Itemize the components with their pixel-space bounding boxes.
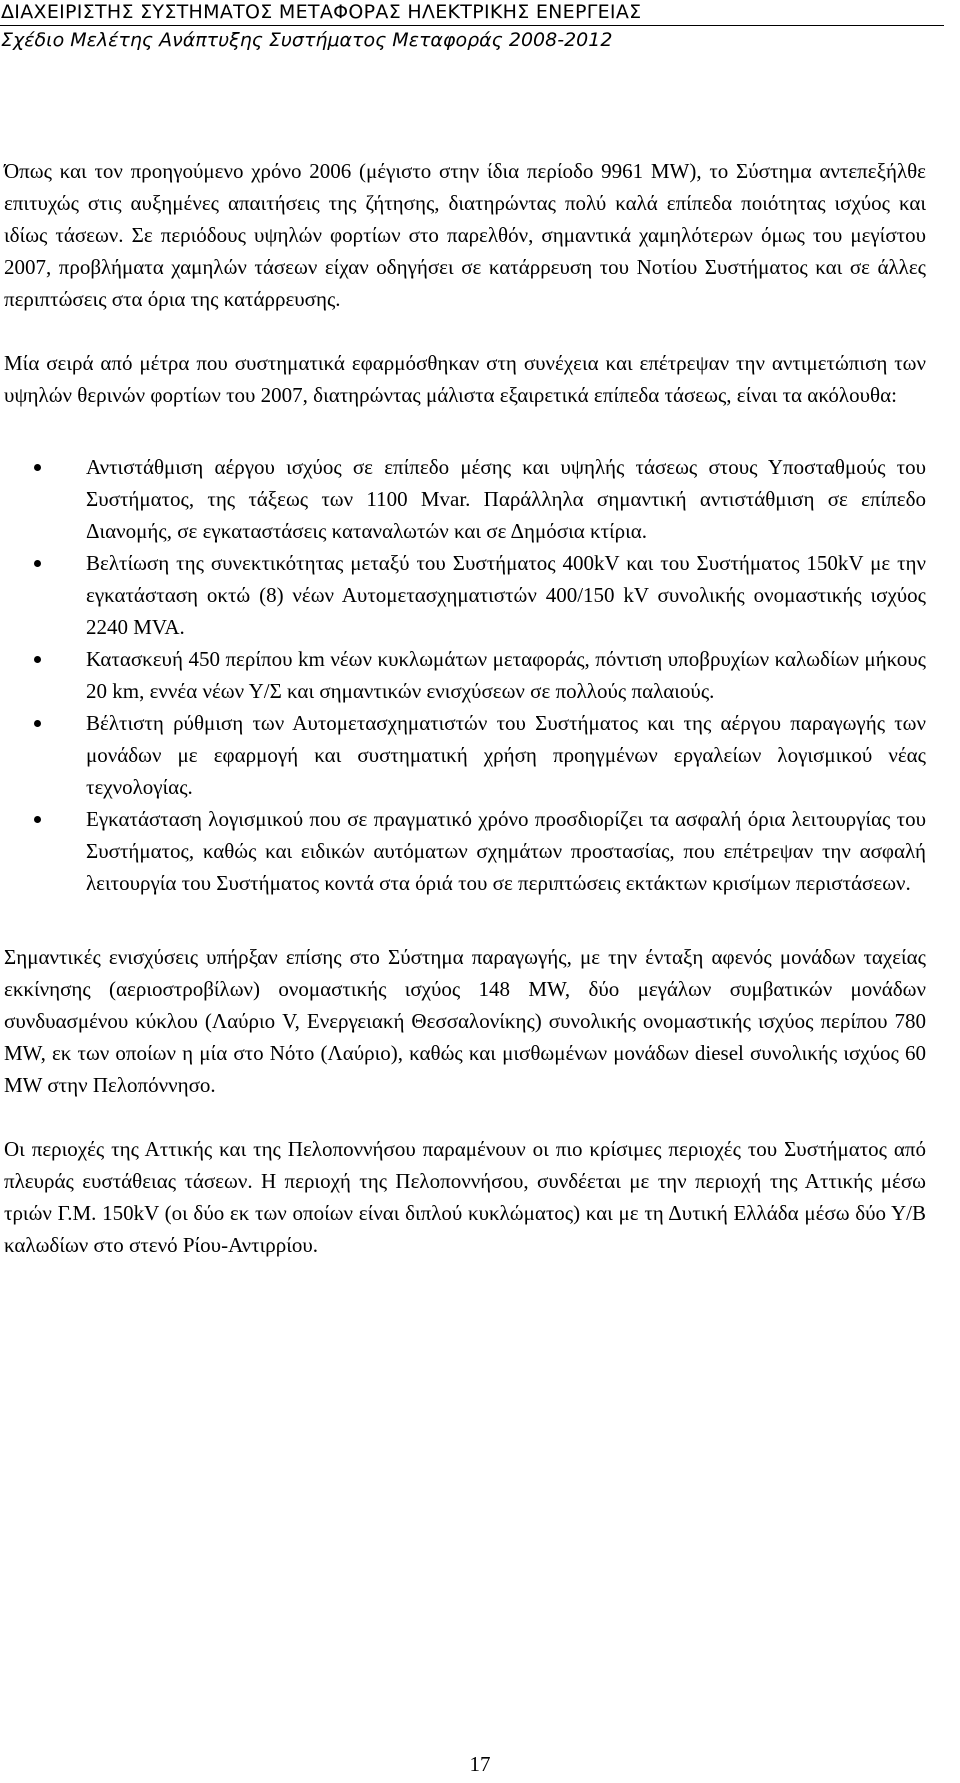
list-item-text: Κατασκευή 450 περίπου km νέων κυκλωμάτων μεταφοράς, πόντιση υποβρυχίων καλωδίων μήκους 20 km, εννέα νέων Υ/Σ και σημαντικών ενισχύσεων σε πολλούς παλαιούς. <box>86 647 926 703</box>
bullet-icon <box>34 464 41 471</box>
list-item <box>4 547 926 643</box>
page-header <box>0 0 944 52</box>
paragraph-1: Όπως και τον προηγούμενο χρόνο 2006 (μέγιστο στην ίδια περίοδο 9961 MW), το Σύστημα αντεπεξήλθε επιτυχώς στις αυξημένες απαιτήσεις της ζήτησης, διατηρώντας πολύ καλά επίπεδα ποιότητας ισχύος και ιδίως τάσεων. Σε περιόδους υψηλών φορτίων στο παρελθόν, σημαντικά χαμηλότερων όμως του μεγίστου 2007, προβλήματα χαμηλών τάσεων είχαν οδηγήσει σε κατάρρευση του Νοτίου Συστήματος και σε άλλες περιπτώσεις στα όρια της κατάρρευσης. <box>4 159 926 311</box>
list-item <box>4 707 926 803</box>
paragraph-3: Σημαντικές ενισχύσεις υπήρξαν επίσης στο Σύστημα παραγωγής, με την ένταξη αφενός μονάδων ταχείας εκκίνησης (αεριοστροβίλων) ονομαστικής ισχύος 148 MW, δύο μεγάλων συμβατικών μονάδων συνδυασμένου κύκλου (Λαύριο V, Ενεργειακή Θεσσαλονίκης) συνολικής ονομαστικής ισχύος περίπου 780 MW, εκ των οποίων η μία στο Νότο (Λαύριο), καθώς και μισθωμένων μονάδων diesel συνολικής ισχύος 60 MW στην Πελοπόννησο. <box>4 945 926 1097</box>
paragraph-2: Μία σειρά από μέτρα που συστηματικά εφαρμόσθηκαν στη συνέχεια και επέτρεψαν την αντιμετώπιση των υψηλών θερινών φορτίων του 2007, διατηρώντας μάλιστα εξαιρετικά επίπεδα τάσεως, είναι τα ακόλουθα: <box>4 351 926 407</box>
list-item <box>4 643 926 707</box>
header-divider <box>0 25 944 26</box>
bullet-icon <box>34 720 41 727</box>
list-item-text: Βέλτιστη ρύθμιση των Αυτομετασχηματιστών του Συστήματος και της αέργου παραγωγής των μονάδων με εφαρμογή και συστηματική χρήση προηγμένων εργαλείων λογισμικού νέας τεχνολογίας. <box>86 711 926 799</box>
bullet-icon <box>34 560 41 567</box>
document-subtitle: Σχέδιο Μελέτης Ανάπτυξης Συστήματος Μεταφοράς 2008-2012 <box>1 29 613 51</box>
paragraph-4: Οι περιοχές της Αττικής και της Πελοποννήσου παραμένουν οι πιο κρίσιμες περιοχές του Συστήματος από πλευράς ευστάθειας τάσεων. Η περιοχή της Πελοποννήσου, συνδέεται με την περιοχή της Αττικής μέσω τριών Γ.Μ. 150kV (οι δύο εκ των οποίων είναι διπλού κυκλώματος) και με τη Δυτική Ελλάδα μέσω δύο Υ/Β καλωδίων στο στενό Ρίου-Αντιρρίου. <box>4 1137 926 1257</box>
bullet-icon <box>34 656 41 663</box>
list-item <box>4 803 926 899</box>
page-number: 17 <box>469 1752 491 1776</box>
bullet-icon <box>34 816 41 823</box>
list-item-text: Αντιστάθμιση αέργου ισχύος σε επίπεδο μέσης και υψηλής τάσεως στους Υποσταθμούς του Συστήματος, της τάξεως των 1100 Mvar. Παράλληλα σημαντική αντιστάθμιση σε επίπεδο Διανομής, σε εγκαταστάσεις καταναλωτών και σε Δημόσια κτίρια. <box>86 455 926 543</box>
document-body <box>4 155 926 1261</box>
list-item <box>4 451 926 547</box>
document-title: ΔΙΑΧΕΙΡΙΣΤΗΣ ΣΥΣΤΗΜΑΤΟΣ ΜΕΤΑΦΟΡΑΣ ΗΛΕΚΤΡΙΚΗΣ ΕΝΕΡΓΕΙΑΣ <box>1 1 642 23</box>
list-item-text: Εγκατάσταση λογισμικού που σε πραγματικό χρόνο προσδιορίζει τα ασφαλή όρια λειτουργίας του Συστήματος, καθώς και ειδικών αυτόματων σχημάτων προστασίας, που επέτρεψαν την ασφαλή λειτουργία του Συστήματος κοντά στα όριά του σε περιπτώσεις εκτάκτων κρισίμων περιστάσεων. <box>86 807 926 895</box>
list-item-text: Βελτίωση της συνεκτικότητας μεταξύ του Συστήματος 400kV και του Συστήματος 150kV με την εγκατάσταση οκτώ (8) νέων Αυτομετασχηματιστών 400/150 kV συνολικής ονομαστικής ισχύος 2240 MVA. <box>86 551 926 639</box>
measures-list <box>4 451 926 899</box>
